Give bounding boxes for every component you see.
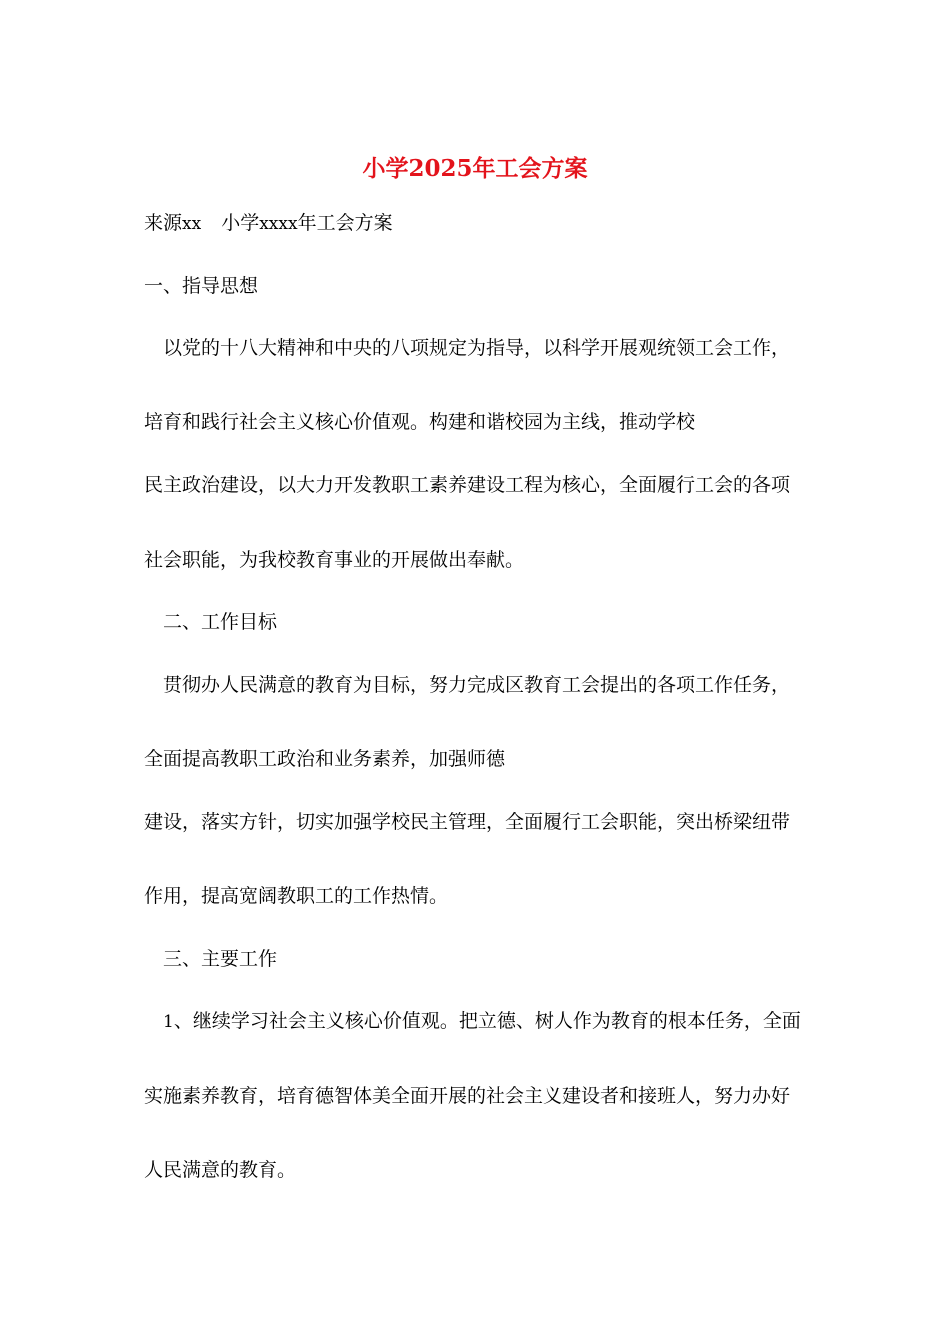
paragraph-line: 社会职能，为我校教育事业的开展做出奉献。	[144, 549, 525, 571]
paragraph-line: 作用，提高宽阔教职工的工作热情。	[144, 885, 449, 907]
paragraph-line: 人民满意的教育。	[144, 1159, 297, 1181]
source-suffix: 年工会方案	[297, 212, 393, 234]
paragraph-line: 建设，落实方针，切实加强学校民主管理，全面履行工会职能，突出桥梁纽带	[144, 811, 791, 833]
paragraph-line: 培育和践行社会主义核心价值观。构建和谐校园为主线，推动学校	[144, 411, 696, 433]
source-school: 小学	[221, 212, 260, 234]
source-year-mask: xxxx	[259, 214, 298, 234]
paragraph-line: 全面提高教职工政治和业务素养，加强师德	[144, 748, 506, 770]
paragraph-line: 以党的十八大精神和中央的八项规定为指导，以科学开展观统领工会工作，	[163, 337, 791, 359]
section-heading-guiding-ideology: 一、指导思想	[144, 275, 259, 297]
section-heading-main-work: 三、主要工作	[163, 948, 278, 970]
list-item-number: 1	[163, 1012, 174, 1032]
paragraph-line: 民主政治建设，以大力开发教职工素养建设工程为核心，全面履行工会的各项	[144, 474, 791, 496]
source-prefix: 来源	[144, 212, 183, 234]
list-item	[163, 1007, 801, 1036]
document-title: 小学2025年工会方案	[362, 155, 588, 182]
section-heading-work-goals: 二、工作目标	[163, 611, 278, 633]
source-line	[144, 209, 393, 238]
list-item-text: 、继续学习社会主义核心价值观。把立德、树人作为教育的根本任务，全面	[173, 1010, 801, 1032]
paragraph-line: 贯彻办人民满意的教育为目标，努力完成区教育工会提出的各项工作任务，	[163, 674, 791, 696]
paragraph-line: 实施素养教育，培育德智体美全面开展的社会主义建设者和接班人，努力办好	[144, 1085, 791, 1107]
source-org-mask: xx	[182, 214, 202, 234]
